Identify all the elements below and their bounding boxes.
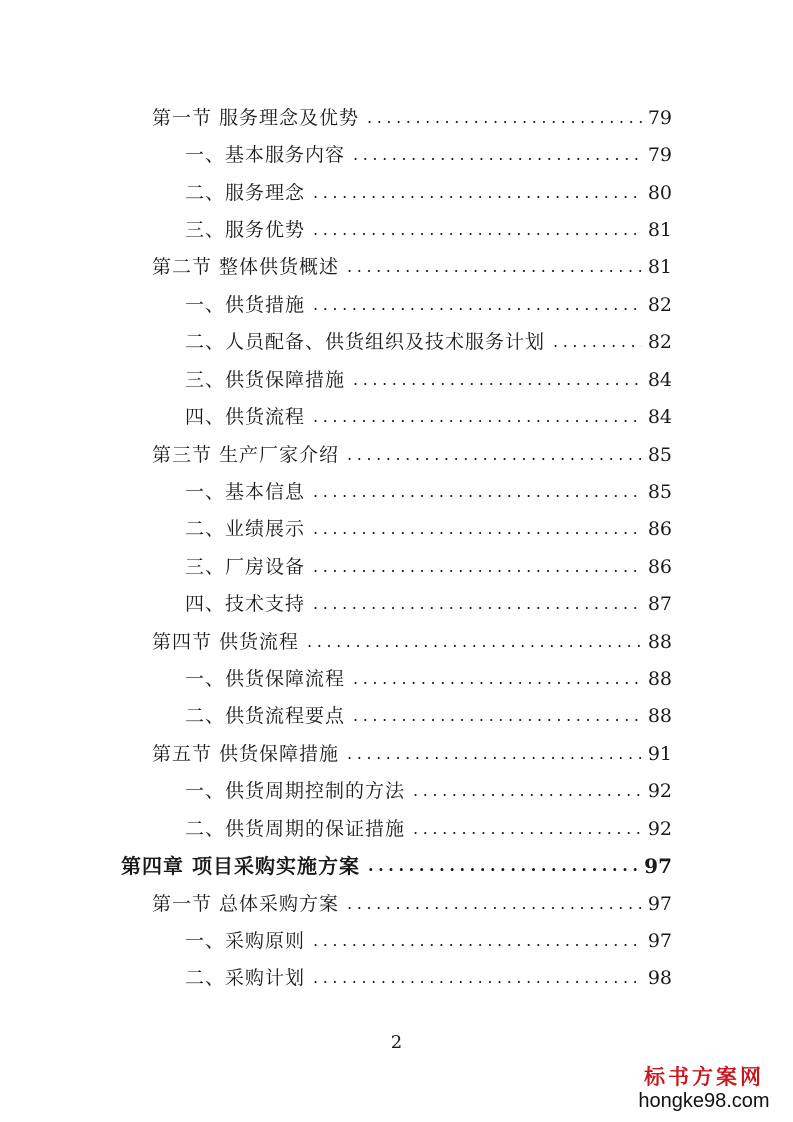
toc-dot-leader [347, 892, 642, 916]
toc-entry-page: 79 [647, 144, 672, 166]
toc-entry-title: 第五节 供货保障措施 [152, 743, 340, 765]
toc-entry-page: 84 [647, 406, 672, 428]
toc-entry-title: 四、技术支持 [185, 593, 306, 615]
toc-entry[interactable] [185, 324, 672, 354]
toc-entry-title: 一、基本信息 [185, 481, 306, 503]
toc-entry-title: 一、供货措施 [185, 294, 306, 316]
toc-entry[interactable] [185, 661, 672, 691]
toc-entry-page: 97 [647, 893, 672, 915]
toc-entry-page: 92 [647, 818, 672, 840]
toc-dot-leader [313, 555, 642, 579]
toc-entry[interactable] [185, 549, 672, 579]
toc-entry-page: 88 [647, 668, 672, 690]
toc-entry-page: 84 [647, 369, 672, 391]
toc-entry-page: 81 [647, 256, 672, 278]
toc-entry-page: 98 [647, 967, 672, 989]
toc-dot-leader [313, 181, 642, 205]
toc-entry[interactable] [185, 287, 672, 317]
toc-dot-leader [353, 143, 642, 167]
toc-entry[interactable] [185, 137, 672, 167]
toc-dot-leader [313, 405, 642, 429]
toc-entry[interactable] [152, 100, 672, 130]
toc-dot-leader [313, 966, 642, 990]
toc-entry[interactable] [185, 960, 672, 990]
watermark-url: hongke98.com [638, 1090, 770, 1112]
toc-entry-title: 二、供货流程要点 [185, 705, 346, 727]
toc-entry-page: 82 [647, 294, 672, 316]
toc-entry[interactable] [185, 399, 672, 429]
toc-entry-page: 86 [647, 518, 672, 540]
toc-entry-title: 二、业绩展示 [185, 518, 306, 540]
toc-entry-title: 第四节 供货流程 [152, 631, 300, 653]
toc-dot-leader [353, 667, 642, 691]
toc-dot-leader [347, 742, 642, 766]
toc-entry-page: 79 [647, 107, 672, 129]
toc-entry-title: 二、供货周期的保证措施 [185, 818, 406, 840]
toc-chapter-entry[interactable] [121, 848, 672, 878]
toc-dot-leader [347, 443, 642, 467]
toc-entry[interactable] [152, 736, 672, 766]
toc-entry-page: 88 [647, 631, 672, 653]
toc-dot-leader [368, 854, 638, 878]
toc-entry-title: 第三节 生产厂家介绍 [152, 444, 340, 466]
toc-entry-title: 一、供货保障流程 [185, 668, 346, 690]
toc-entry-title: 三、厂房设备 [185, 556, 306, 578]
toc-dot-leader [313, 293, 642, 317]
toc-entry[interactable] [185, 811, 672, 841]
toc-entry[interactable] [152, 249, 672, 279]
toc-entry[interactable] [152, 886, 672, 916]
toc-entry-page: 82 [647, 331, 672, 353]
toc-entry-title: 一、基本服务内容 [185, 144, 346, 166]
toc-entry[interactable] [185, 773, 672, 803]
toc-dot-leader [313, 592, 642, 616]
toc-entry[interactable] [185, 698, 672, 728]
toc-entry-title: 二、采购计划 [185, 967, 306, 989]
toc-entry-page: 87 [647, 593, 672, 615]
toc-entry-page: 88 [647, 705, 672, 727]
page-number: 2 [390, 1032, 403, 1053]
toc-entry-title: 二、服务理念 [185, 182, 306, 204]
toc-entry[interactable] [152, 624, 672, 654]
toc-entry-title: 三、供货保障措施 [185, 369, 346, 391]
toc-entry-page: 86 [647, 556, 672, 578]
toc-entry-page: 97 [647, 930, 672, 952]
toc-dot-leader [367, 106, 642, 130]
toc-dot-leader [413, 779, 642, 803]
toc-entry-title: 二、人员配备、供货组织及技术服务计划 [185, 331, 546, 353]
toc-entry-title: 第四章 项目采购实施方案 [121, 854, 360, 878]
toc-dot-leader [353, 368, 642, 392]
toc-entry[interactable] [152, 437, 672, 467]
toc-dot-leader [553, 330, 642, 354]
toc-entry-page: 91 [647, 743, 672, 765]
toc-entry[interactable] [185, 474, 672, 504]
toc-entry[interactable] [185, 586, 672, 616]
toc-entry-page: 85 [647, 444, 672, 466]
toc-dot-leader [413, 817, 642, 841]
toc-entry-page: 85 [647, 481, 672, 503]
toc-dot-leader [313, 517, 642, 541]
toc-entry-title: 第一节 总体采购方案 [152, 893, 340, 915]
toc-entry[interactable] [185, 362, 672, 392]
toc-entry-page: 92 [647, 780, 672, 802]
toc-dot-leader [307, 630, 642, 654]
watermark-logo [629, 1064, 779, 1112]
toc-entry[interactable] [185, 511, 672, 541]
toc-dot-leader [313, 929, 642, 953]
toc-dot-leader [347, 255, 642, 279]
toc-entry-page: 81 [647, 219, 672, 241]
watermark-title: 标书方案网 [644, 1064, 764, 1089]
toc-dot-leader [313, 480, 642, 504]
toc-entry-title: 第二节 整体供货概述 [152, 256, 340, 278]
toc-entry[interactable] [185, 175, 672, 205]
toc-entry[interactable] [185, 212, 672, 242]
toc-entry-page: 80 [647, 182, 672, 204]
toc-entry[interactable] [185, 923, 672, 953]
toc-dot-leader [353, 704, 642, 728]
toc-entry-page: 97 [644, 854, 672, 878]
toc-entry-title: 四、供货流程 [185, 406, 306, 428]
toc-entry-title: 三、服务优势 [185, 219, 306, 241]
toc-entry-title: 一、采购原则 [185, 930, 306, 952]
toc-entry-title: 第一节 服务理念及优势 [152, 107, 360, 129]
toc-dot-leader [313, 218, 642, 242]
toc-entry-title: 一、供货周期控制的方法 [185, 780, 406, 802]
